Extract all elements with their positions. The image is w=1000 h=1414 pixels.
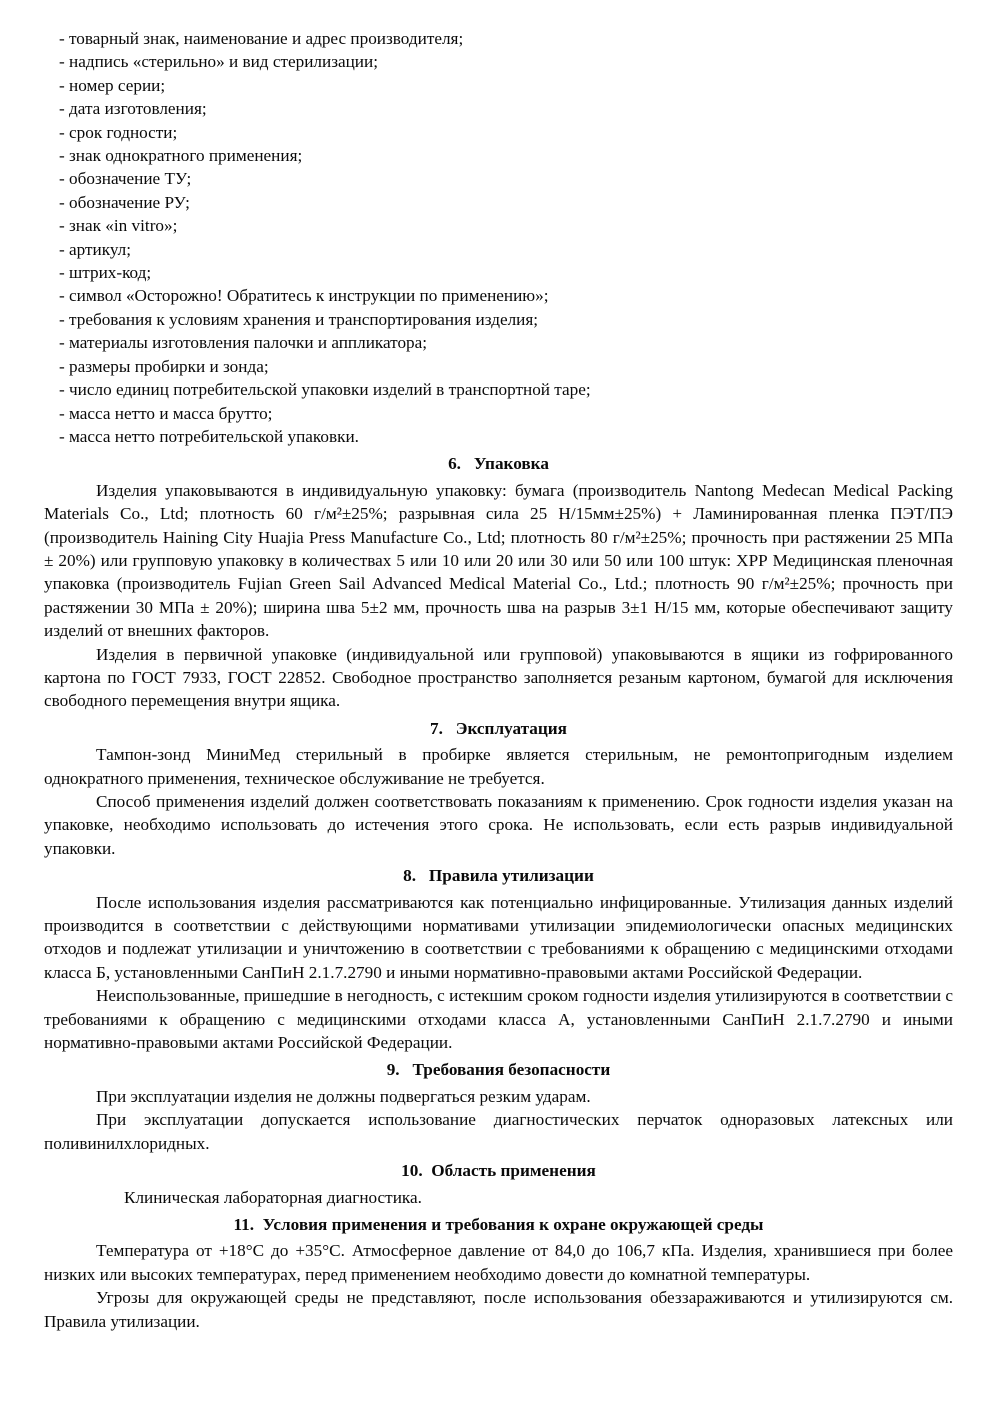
paragraph: После использования изделия рассматриваются как потенциально инфицированные. Утилизация данных изделий производится в соответствии с действующими нормативами утилизации эпидемиологически опасных медицинских отходов и подлежат утилизации и уничтожению в соответствии с требованиями к обращению с медицинскими отходами класса Б, установленными СанПиН 2.1.7.2790 и иными нормативно-правовыми актами Российской Федерации. — [44, 892, 953, 982]
list-item: - масса нетто и масса брутто; — [59, 403, 273, 423]
list-item: - дата изготовления; — [59, 99, 207, 119]
list-item: - размеры пробирки и зонда; — [59, 356, 269, 376]
list-item: - срок годности; — [59, 122, 178, 142]
list-item: - товарный знак, наименование и адрес производителя; — [59, 29, 464, 48]
paragraph: Температура от +18°С до +35°С. Атмосферное давление от 84,0 до 106,7 кПа. Изделия, хранившиеся при более низких или высоких температурах, перед применением необходимо довести до комнатной температуры. — [44, 1241, 953, 1284]
list-item: - требования к условиям хранения и транспортирования изделия; — [59, 309, 539, 329]
section-heading: 8. Правила утилизации — [403, 866, 594, 886]
section-packaging — [44, 452, 953, 712]
paragraph: При эксплуатации допускается использование диагностических перчаток одноразовых латексных или поливинилхлоридных. — [44, 1110, 953, 1153]
list-item: - число единиц потребительской упаковки изделий в транспортной таре; — [59, 380, 591, 400]
list-item: - символ «Осторожно! Обратитесь к инструкции по применению»; — [59, 286, 549, 306]
list-item: - штрих-код; — [59, 263, 152, 283]
section-application-area — [44, 1159, 953, 1209]
paragraph: Клиническая лабораторная диагностика. — [124, 1187, 422, 1207]
paragraph: Угрозы для окружающей среды не представляют, после использования обеззараживаются и утилизируются см. Правила утилизации. — [44, 1288, 953, 1331]
list-item: - знак «in vitro»; — [59, 216, 178, 236]
section-heading: 11. Условия применения и требования к охране окружающей среды — [233, 1214, 764, 1234]
paragraph: Тампон-зонд МиниМед стерильный в пробирке является стерильным, не ремонтопригодным изделием однократного применения, техническое обслуживание не требуется. — [44, 745, 953, 788]
list-item: - материалы изготовления палочки и аппликатора; — [59, 333, 428, 353]
paragraph: Способ применения изделий должен соответствовать показаниям к применению. Срок годности изделия указан на упаковке, необходимо использовать до истечения этого срока. Не использовать, если есть разрыв индивидуальной упаковки. — [44, 792, 953, 858]
list-item: - надпись «стерильно» и вид стерилизации; — [59, 52, 378, 72]
section-operation — [44, 717, 953, 860]
paragraph: Неиспользованные, пришедшие в негодность, с истекшим сроком годности изделия утилизируются в соответствии с требованиями к обращению с медицинскими отходами класса А, установленными СанПиН 2.1.7.2790 и иными нормативно-правовыми актами Российской Федерации. — [44, 986, 953, 1053]
list-item: - масса нетто потребительской упаковки. — [59, 426, 359, 446]
list-item: - артикул; — [59, 239, 132, 259]
paragraph: Изделия упаковываются в индивидуальную упаковку: бумага (производитель Nantong Medecan Medical Packing Materials Co., Ltd; плотность 60 г/м²±25%; разрывная сила 25 Н/15мм±25%) + Ламинированная пленка ПЭТ/ПЭ (производитель Haining City Huajia Press Manufacture Co., Ltd; плотность 80 г/м²±25%; прочность при растяжении 25 МПа ± 20%) или групповую упаковку в количествах 5 или 10 или 20 или 30 или 50 или 100 штук: ХРР Медицинская пленочная упаковка (производитель Fujian Green Sail Advanced Medical Material Co., Ltd.; плотность 90 г/м²±25%; прочность при растяжении 30 МПа ± 20%); ширина шва 5±2 мм, прочность шва на разрыв 3±1 Н/15 мм, которые обеспечивают защиту изделий от внешних факторов. — [44, 480, 953, 641]
paragraph: Изделия в первичной упаковке (индивидуальной или групповой) упаковываются в ящики из гофрированного картона по ГОСТ 7933, ГОСТ 22852. Свободное пространство заполняется резаным картоном, бумагой для исключения свободного перемещения внутри ящика. — [44, 644, 953, 711]
list-item: - обозначение РУ; — [59, 192, 190, 212]
section-safety-requirements — [44, 1058, 953, 1155]
section-heading: 6. Упаковка — [448, 454, 549, 474]
marking-requirements-list — [59, 27, 953, 448]
section-heading: 10. Область применения — [401, 1161, 596, 1181]
list-item: - обозначение ТУ; — [59, 169, 192, 189]
list-item: - номер серии; — [59, 75, 166, 95]
section-heading: 9. Требования безопасности — [386, 1060, 611, 1080]
list-item: - знак однократного применения; — [59, 146, 303, 166]
section-heading: 7. Эксплуатация — [430, 718, 567, 738]
section-disposal-rules — [44, 864, 953, 1054]
paragraph: При эксплуатации изделия не должны подвергаться резким ударам. — [96, 1086, 591, 1106]
section-environment-conditions — [44, 1213, 953, 1333]
